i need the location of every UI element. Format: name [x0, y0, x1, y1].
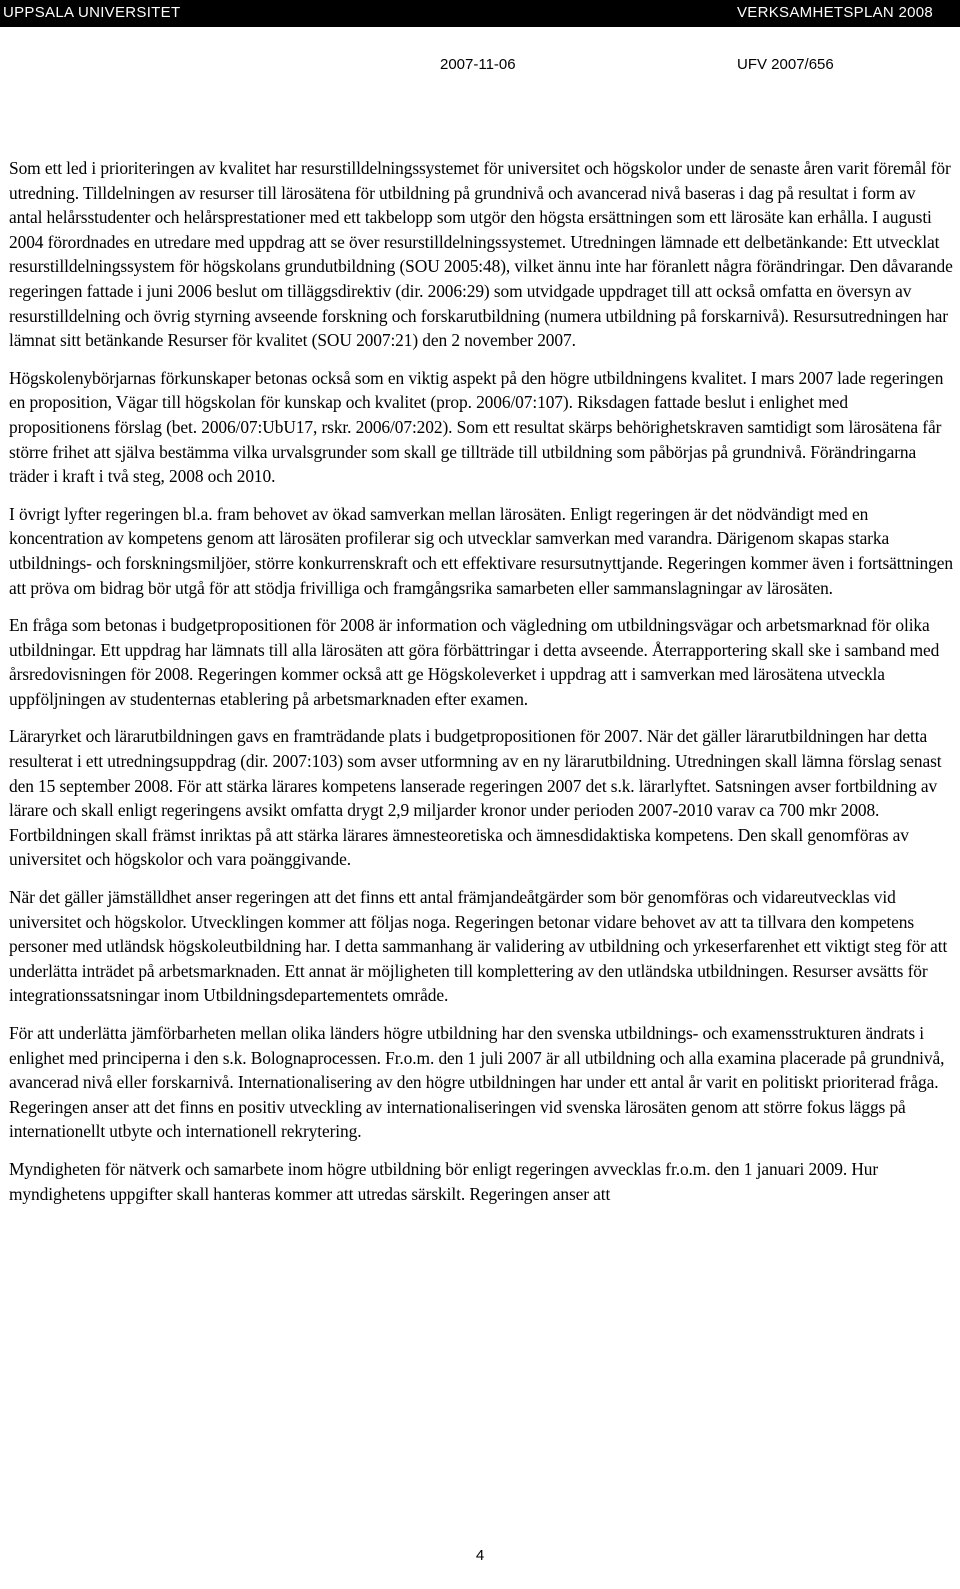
- paragraph: Högskolenybörjarnas förkunskaper betonas också som en viktig aspekt på den högre utbildningens kvalitet. I mars 2007 lade regeringen en proposition, Vägar till högskolan för kunskap och kvalitet (prop. 2006/07:107). Riksdagen fattade beslut i enlighet med propositionens förslag (bet. 2006/07:UbU17, rskr. 2006/07:202). Som ett resultat skärps behörighetskraven samtidigt som lärosätena får större frihet att själva bestämma vilka urvalsgrunder som skall ge tillträde till utbildning som påbörjas på grundnivå. Förändringarna träder i kraft i två steg, 2008 och 2010.: [9, 367, 944, 487]
- paragraph: Myndigheten för nätverk och samarbete inom högre utbildning bör enligt regeringen avvecklas fr.o.m. den 1 januari 2009. Hur myndighetens uppgifter skall hanteras kommer att utredas särskilt. Regeringen anser att: [9, 1158, 879, 1204]
- header-bar: [0, 0, 960, 27]
- document-title: VERKSAMHETSPLAN 2008: [737, 4, 934, 21]
- page-number: 4: [475, 1547, 485, 1564]
- paragraph: I övrigt lyfter regeringen bl.a. fram behovet av ökad samverkan mellan lärosäten. Enligt regeringen är det nödvändigt med en koncentration av kompetens genom att lärosäten profilerar sig och utvecklar samverkan med varandra. Därigenom skapas starka utbildnings- och forskningsmiljöer, större konkurrenskraft och ett effektivare resursutnyttjande. Regeringen kommer även i fortsättningen att pröva om bidrag bör utgå för att stödja frivilliga och framgångsrika samarbeten eller sammanslagningar av lärosäten.: [9, 503, 953, 598]
- paragraph: Läraryrket och lärarutbildningen gavs en framträdande plats i budgetpropositionen för 2007. När det gäller lärarutbildningen har detta resulterat i ett utredningsuppdrag (dir. 2007:103) som avser utformning av en ny lärarutbildning. Utredningen skall lämna förslag senast den 15 september 2008. För att stärka lärares kompetens lanserade regeringen 2007 det s.k. lärarlyftet. Satsningen avser fortbildning av lärare och skall enligt regeringens avsikt omfatta drygt 2,9 miljarder kronor under perioden 2007-2010 varav ca 700 mkr 2008. Fortbildningen skall främst inriktas på att stärka lärares ämnesteoretiska och ämnesdidaktiska kompetens. Den skall genomföras av universitet och högskolor och vara poänggivande.: [9, 726, 942, 870]
- body-text: [9, 156, 953, 1219]
- paragraph: En fråga som betonas i budgetpropositionen för 2008 är information och vägledning om utbildningsvägar och arbetsmarknad för olika utbildningar. Ett uppdrag har lämnats till alla lärosäten att göra förbättringar i detta avseende. Återrapportering skall ske i samband med årsredovisningen för 2008. Regeringen kommer också att ge Högskoleverket i uppdrag att i samverkan med lärosätena utveckla uppföljningen av studenternas etablering på arbetsmarknaden efter examen.: [9, 615, 940, 709]
- paragraph: När det gäller jämställdhet anser regeringen att det finns ett antal främjandeåtgärder som bör genomföras och vidareutvecklas vid universitet och högskolor. Utvecklingen kommer att följas noga. Regeringen betonar vidare behovet av att ta tillvara den kompetens personer med utländsk högskoleutbildning har. I detta sammanhang är validering av utbildning och yrkeserfarenhet ett viktigt steg för att underlätta inträdet på arbetsmarknaden. Ett annat är möjligheten till komplettering av den utländska utbildningen. Resurser avsätts för integrationssatsningar inom Utbildningsdepartementets område.: [9, 887, 948, 1006]
- paragraph: Som ett led i prioriteringen av kvalitet har resurstilldelningssystemet för universitet och högskolor under de senaste åren varit föremål för utredning. Tilldelningen av resurser till lärosätena för utbildning på grundnivå och avancerad nivå baseras i dag på resultat i form av antal helårsstudenter och helårsprestationer med ett takbelopp som utgör den högsta ersättningen som ett lärosäte kan erhålla. I augusti 2004 förordnades en utredare med uppdrag att se över resurstilldelningssystemet. Utredningen lämnade ett delbetänkande: Ett utvecklat resurstilldelningssystem för högskolans grundutbildning (SOU 2005:48), vilket ännu inte har föranlett några förändringar. Den dåvarande regeringen fattade i juni 2006 beslut om tilläggsdirektiv (dir. 2006:29) som utvidgade uppdraget till att också omfatta en översyn av resurstilldelning och övrig styrning avseende forskning och forskarutbildning (numera utbildning på forskarnivå). Resursutredningen har lämnat sitt betänkande Resurser för kvalitet (SOU 2007:21) den 2 november 2007.: [9, 158, 953, 351]
- paragraph: För att underlätta jämförbarheten mellan olika länders högre utbildning har den svenska utbildnings- och examensstrukturen ändrats i enlighet med principerna i den s.k. Bolognaprocessen. Fr.o.m. den 1 juli 2007 är all utbildning och alla examina placerade på grundnivå, avancerad nivå eller forskarnivå. Internationalisering av den högre utbildningen har under ett antal år varit en politiskt prioriterad fråga. Regeringen anser att det finns en positiv utveckling av internationaliseringen vid svenska lärosäten genom att större fokus läggs på internationellt utbyte och internationell rekrytering.: [9, 1023, 945, 1142]
- document-date: 2007-11-06: [440, 56, 516, 73]
- document-reference: UFV 2007/656: [737, 56, 834, 73]
- university-name: UPPSALA UNIVERSITET: [3, 4, 181, 21]
